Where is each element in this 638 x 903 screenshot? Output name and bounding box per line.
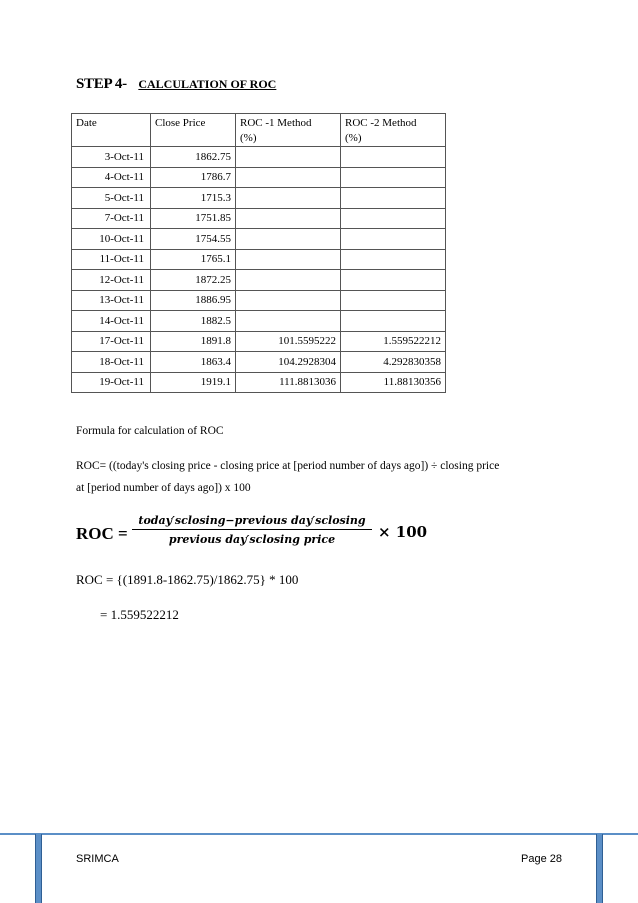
cell-close: 1754.55 [151,229,236,250]
footer-page-number: Page 28 [521,853,562,865]
formula-definition-line-1: ROC= ((today's closing price - closing price at [period number of days ago]) ÷ closing price [76,460,500,472]
cell-roc1 [236,208,341,229]
table-row [72,352,446,373]
cell-close: 1715.3 [151,188,236,209]
cell-date: 19-Oct-11 [72,372,151,393]
step-title: CALCULATION OF ROC [138,77,277,91]
table-row [72,147,446,168]
formula-denominator: previous day′sclosing price [168,533,336,546]
cell-roc1: 104.2928304 [236,352,341,373]
cell-roc2: 4.292830358 [341,352,446,373]
table-row [72,188,446,209]
table-row [72,249,446,270]
footer-bar-left [35,834,42,903]
calculation-line-1: ROC = {(1891.8-1862.75)/1862.75} * 100 [76,572,299,587]
cell-roc2: 11.88130356 [341,372,446,393]
cell-close: 1751.85 [151,208,236,229]
table-row [72,270,446,291]
cell-roc2 [341,270,446,291]
cell-close: 1765.1 [151,249,236,270]
cell-roc1 [236,147,341,168]
table-header-row [72,114,446,147]
roc-table [71,113,446,393]
cell-close: 1886.95 [151,290,236,311]
cell-date: 7-Oct-11 [72,208,151,229]
cell-roc1 [236,290,341,311]
footer-rule [0,833,638,835]
cell-close: 1882.5 [151,311,236,332]
step-label: STEP 4- [76,76,127,92]
cell-roc2 [341,147,446,168]
cell-roc2 [341,311,446,332]
cell-date: 10-Oct-11 [72,229,151,250]
cell-close: 1891.8 [151,331,236,352]
cell-roc1: 101.5595222 [236,331,341,352]
footer-org: SRIMCA [76,853,119,865]
calculation-line-2: = 1.559522212 [100,607,179,622]
cell-date: 12-Oct-11 [72,270,151,291]
formula-fraction [132,514,372,546]
table-row [72,372,446,393]
roc-formula [76,514,476,552]
cell-date: 18-Oct-11 [72,352,151,373]
formula-lhs: ROC = [76,524,128,543]
cell-roc2 [341,249,446,270]
table-row [72,331,446,352]
cell-date: 11-Oct-11 [72,249,151,270]
table-row [72,229,446,250]
cell-roc2 [341,229,446,250]
header-date: Date [72,114,151,147]
header-roc1: ROC -1 Method (%) [236,114,341,147]
cell-roc1 [236,167,341,188]
cell-close: 1872.25 [151,270,236,291]
formula-multiplier: × 100 [378,523,428,541]
cell-close: 1919.1 [151,372,236,393]
cell-roc2 [341,208,446,229]
cell-roc1: 111.8813036 [236,372,341,393]
cell-roc2 [341,188,446,209]
formula-heading: Formula for calculation of ROC [76,425,224,437]
cell-roc2: 1.559522212 [341,331,446,352]
cell-roc1 [236,229,341,250]
cell-roc1 [236,270,341,291]
table-row [72,290,446,311]
header-close-price: Close Price [151,114,236,147]
cell-close: 1786.7 [151,167,236,188]
table-row [72,167,446,188]
cell-roc1 [236,249,341,270]
footer-bar-right [596,834,603,903]
table-row [72,208,446,229]
cell-roc1 [236,188,341,209]
cell-close: 1863.4 [151,352,236,373]
cell-roc2 [341,167,446,188]
cell-date: 17-Oct-11 [72,331,151,352]
cell-close: 1862.75 [151,147,236,168]
cell-date: 13-Oct-11 [72,290,151,311]
table-row [72,311,446,332]
formula-definition-line-2: at [period number of days ago]) x 100 [76,482,251,494]
cell-date: 3-Oct-11 [72,147,151,168]
cell-date: 14-Oct-11 [72,311,151,332]
step-heading [76,76,276,93]
cell-roc1 [236,311,341,332]
cell-roc2 [341,290,446,311]
table-body [72,147,446,393]
formula-numerator: today′sclosing−previous day′sclosing [132,514,372,530]
cell-date: 4-Oct-11 [72,167,151,188]
header-roc2: ROC -2 Method (%) [341,114,446,147]
cell-date: 5-Oct-11 [72,188,151,209]
